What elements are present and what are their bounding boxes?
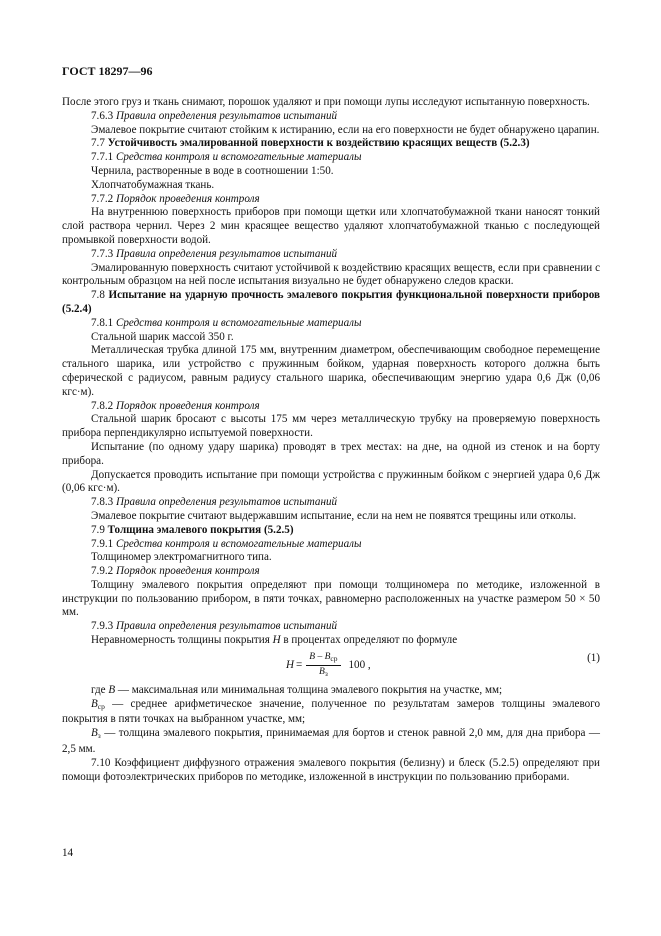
- subsection-heading: 7.7.3 Правила определения результатов испытаний: [91, 247, 338, 260]
- paragraph: Эмалевое покрытие считают стойким к истиранию, если на его поверхности не будет обнаружено царапин.: [91, 123, 600, 136]
- subsection-heading: 7.9.3 Правила определения результатов испытаний: [91, 620, 338, 633]
- page-number: 14: [62, 847, 74, 859]
- section-heading: 7.7 Устойчивость эмалированной поверхности к воздействию красящих веществ (5.2.3): [91, 137, 530, 150]
- document-header: ГОСТ 18297—96: [62, 64, 153, 78]
- paragraph: Чернила, растворенные в воде в соотношении 1:50.: [91, 164, 334, 177]
- subsection-heading: 7.7.2 Порядок проведения контроля: [91, 192, 260, 205]
- paragraph: Толщину эмалевого покрытия определяют при помощи толщиномера по методике, изложенной в инструкции по пользованию прибором, в пяти точках, равномерно расположенных на участке размером 50 × 50 мм.: [62, 578, 600, 619]
- legend-item: где В — максимальная или минимальная толщина эмалевого покрытия на участке, мм;: [91, 683, 503, 696]
- formula-block: [62, 650, 600, 682]
- formula: [286, 652, 371, 680]
- paragraph: На внутреннюю поверхность приборов при помощи щетки или хлопчатобумажной ткани наносят тонкий слой раствора чернил. Через 2 мин красящее вещество удаляют хлопчатобумажной тканью с последующей промывкой поверхности водой.: [62, 206, 600, 246]
- legend-item: $В_{ср}$ — среднее арифметическое значение, полученное по результатам замеров толщины эмалевого покрытия в пяти точках на выбранном участке, мм;: [62, 697, 600, 726]
- formula-denominator: $В_з$: [319, 667, 328, 679]
- paragraph: Эмалированную поверхность считают устойчивой к воздействию красящих веществ, если при сравнении с контрольным образцом на ней после испытания визуально не будет обнаружено следов краски.: [62, 261, 600, 288]
- subsection-heading: 7.8.2 Порядок проведения контроля: [91, 399, 260, 412]
- paragraph: Стальной шарик массой 350 г.: [91, 330, 234, 343]
- paragraph: Хлопчатобумажная ткань.: [91, 178, 215, 191]
- formula-lhs: Н: [286, 658, 295, 671]
- paragraph: Толщиномер электромагнитного типа.: [91, 551, 272, 564]
- paragraph: Эмалевое покрытие считают выдержавшим испытание, если на нем не появятся трещины или отколы.: [91, 509, 577, 522]
- subsection-heading: 7.8.1 Средства контроля и вспомогательные материалы: [91, 316, 362, 329]
- section-heading: 7.8 Испытание на ударную прочность эмалевого покрытия функциональной поверхности приборов (5.2.4): [62, 289, 600, 315]
- formula-numerator: В – $В_{ср}$: [306, 652, 340, 666]
- subsection-heading: 7.8.3 Правила определения результатов испытаний: [91, 496, 338, 509]
- formula-fraction: [306, 652, 340, 679]
- legend-item: $В_з$ — толщина эмалевого покрытия, принимаемая для бортов и стенок равной 2,0 мм, для дна прибора — 2,5 мм.: [62, 727, 600, 756]
- paragraph: Неравномерность толщины покрытия Н в процентах определяют по формуле: [91, 634, 458, 647]
- paragraph: Металлическая трубка длиной 175 мм, внутренним диаметром, обеспечивающим свободное перемещение стального шарика, или устройство с пружинным бойком, ударная поверхность которого должна быть сферической с радиусом, равным радиусу стального шарика, обеспечивающим энергию удара 0,6 Дж (0,06 кгс·м).: [62, 344, 600, 398]
- section-heading: 7.9 Толщина эмалевого покрытия (5.2.5): [91, 523, 294, 536]
- paragraph: Стальной шарик бросают с высоты 175 мм через металлическую трубку на проверяемую поверхность прибора перпендикулярно испытуемой поверхности.: [62, 413, 600, 440]
- subsection-heading: 7.7.1 Средства контроля и вспомогательные материалы: [91, 151, 362, 164]
- subsection-heading: 7.9.1 Средства контроля и вспомогательные материалы: [91, 537, 362, 550]
- body-text: [62, 96, 600, 784]
- formula-multiplier: 100 ,: [348, 658, 371, 671]
- paragraph: Испытание (по одному удару шарика) проводят в трех местах: на дне, на одной из стенок и на борту прибора.: [62, 440, 600, 467]
- document-page: [62, 64, 600, 784]
- paragraph: После этого груз и ткань снимают, порошок удаляют и при помощи лупы исследуют испытанную поверхность.: [62, 96, 590, 108]
- subsection-heading: 7.9.2 Порядок проведения контроля: [91, 565, 260, 578]
- formula-number: (1): [587, 651, 600, 664]
- formula-equals: =: [296, 658, 303, 671]
- subsection-heading: 7.6.3 Правила определения результатов испытаний: [91, 109, 338, 122]
- paragraph: Допускается проводить испытание при помощи устройства с пружинным бойком с энергией удара 0,6 Дж (0,06 кгс·м).: [62, 468, 600, 495]
- paragraph: 7.10 Коэффициент диффузного отражения эмалевого покрытия (белизну) и блеск (5.2.5) определяют при помощи фотоэлектрических приборов по методике, изложенной в инструкции по пользованию приборами.: [62, 756, 600, 783]
